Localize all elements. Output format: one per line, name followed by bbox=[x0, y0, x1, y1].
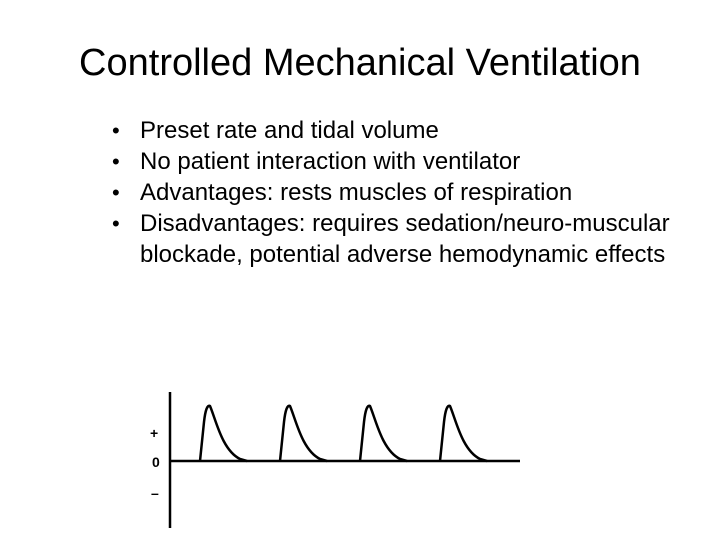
bullet-item bbox=[112, 208, 692, 270]
bullet-item bbox=[112, 115, 692, 146]
bullet-dot: • bbox=[112, 118, 120, 143]
breath-waveform bbox=[200, 406, 247, 461]
axis-label-zero: 0 bbox=[152, 454, 160, 470]
breath-waveform bbox=[360, 406, 407, 461]
bullet-dot: • bbox=[112, 180, 120, 205]
bullet-text: Preset rate and tidal volume bbox=[140, 117, 439, 144]
breath-waveform bbox=[280, 406, 327, 461]
bullet-dot: • bbox=[112, 211, 120, 236]
bullet-dot: • bbox=[112, 149, 120, 174]
slide-title: Controlled Mechanical Ventilation bbox=[79, 42, 641, 84]
breath-waveform bbox=[440, 406, 487, 461]
bullet-text: Advantages: rests muscles of respiration bbox=[140, 179, 573, 206]
bullet-text: No patient interaction with ventilator bbox=[140, 148, 521, 175]
bullet-item bbox=[112, 177, 692, 208]
bullet-list bbox=[112, 115, 692, 270]
bullet-item bbox=[112, 146, 692, 177]
axis-label-minus: – bbox=[151, 485, 159, 501]
pressure-waveform bbox=[140, 380, 540, 530]
bullet-text: Disadvantages: requires sedation/neuro-muscular blockade, potential adverse hemodynamic effects bbox=[140, 210, 670, 268]
axis-label-plus: + bbox=[150, 425, 159, 441]
